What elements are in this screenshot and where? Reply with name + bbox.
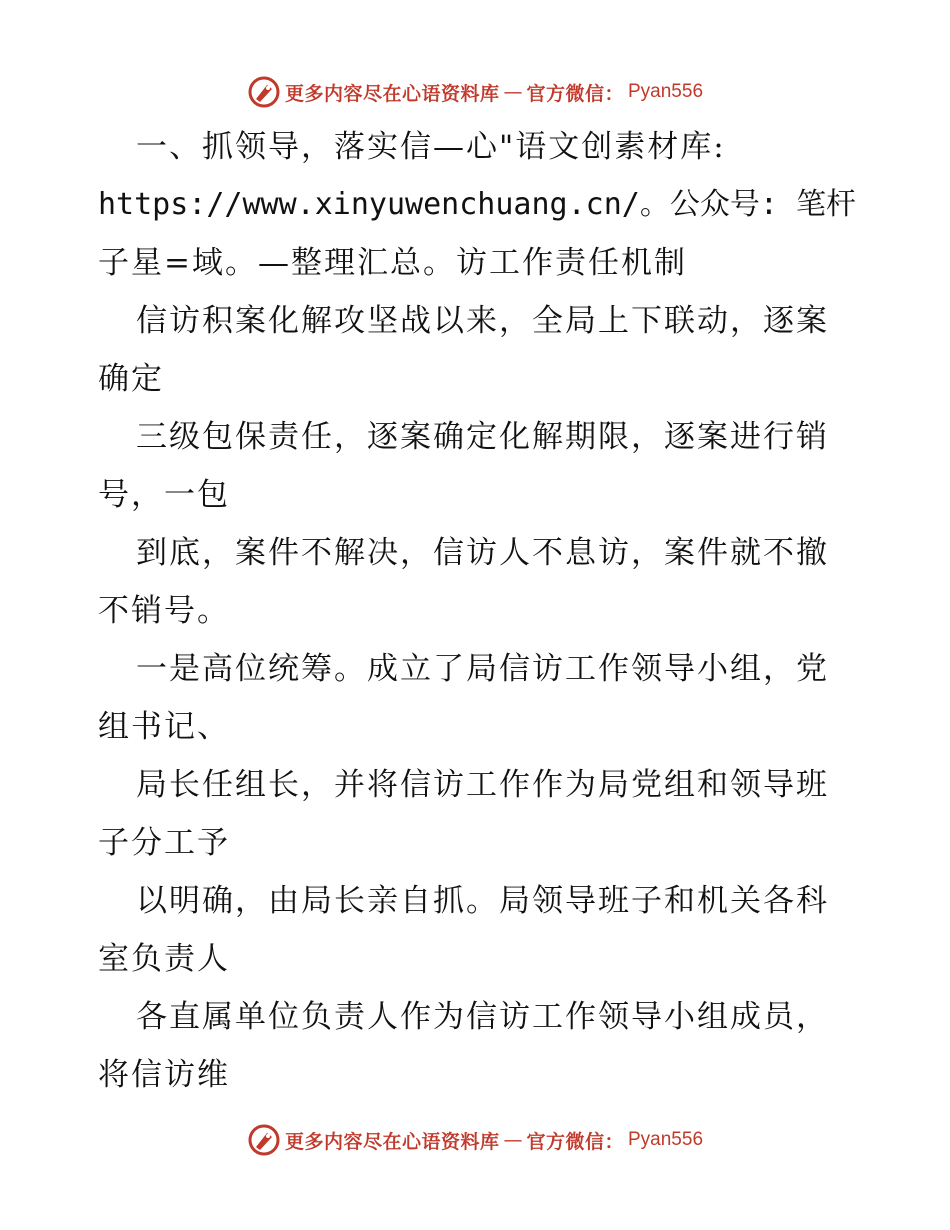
text-line: 子星=域。—整理汇总。访工作责任机制 [98, 245, 687, 281]
text-line: 到底，案件不解决，信访人不息访，案件就不撤 [136, 535, 829, 571]
text-line: 一是高位统筹。成立了局信访工作领导小组，党 [136, 651, 829, 687]
text-line: 信访积案化解攻坚战以来，全局上下联动，逐案 [136, 303, 829, 339]
pen-nib-seal-icon [247, 75, 281, 109]
text-line: 子分工予 [98, 825, 230, 861]
banner-title: 更多内容尽在心语资料库 [284, 1130, 500, 1153]
banner-wechat-label: 官方微信： [526, 1130, 624, 1153]
text-line: 将信访维 [98, 1057, 230, 1093]
text-line: 号，一包 [98, 477, 230, 513]
text-line: 三级包保责任，逐案确定化解期限，逐案进行销 [136, 419, 829, 455]
banner-title: 更多内容尽在心语资料库 [284, 82, 500, 105]
text-line: 一、抓领导，落实信—心"语文创素材库: [136, 129, 726, 165]
text-line: https://www.xinyuwenchuang.cn/。公众号: 笔杆 [98, 187, 856, 222]
document-body [98, 118, 858, 1104]
header-watermark-banner [0, 72, 950, 112]
banner-wechat-id: Pyan556 [628, 81, 704, 102]
banner-separator: — [503, 81, 523, 103]
banner-wechat-label: 官方微信： [526, 82, 624, 105]
text-line: 组书记、 [98, 709, 230, 745]
footer-watermark-banner [0, 1120, 950, 1160]
text-line: 室负责人 [98, 941, 230, 977]
text-line: 局长任组长，并将信访工作作为局党组和领导班 [136, 767, 829, 803]
text-line: 各直属单位负责人作为信访工作领导小组成员， [136, 999, 829, 1035]
banner-separator: — [503, 1129, 523, 1151]
pen-nib-seal-icon [247, 1123, 281, 1157]
banner-wechat-id: Pyan556 [628, 1129, 704, 1150]
text-line: 以明确，由局长亲自抓。局领导班子和机关各科 [136, 883, 829, 919]
text-line: 不销号。 [98, 593, 230, 629]
text-line: 确定 [98, 361, 164, 397]
